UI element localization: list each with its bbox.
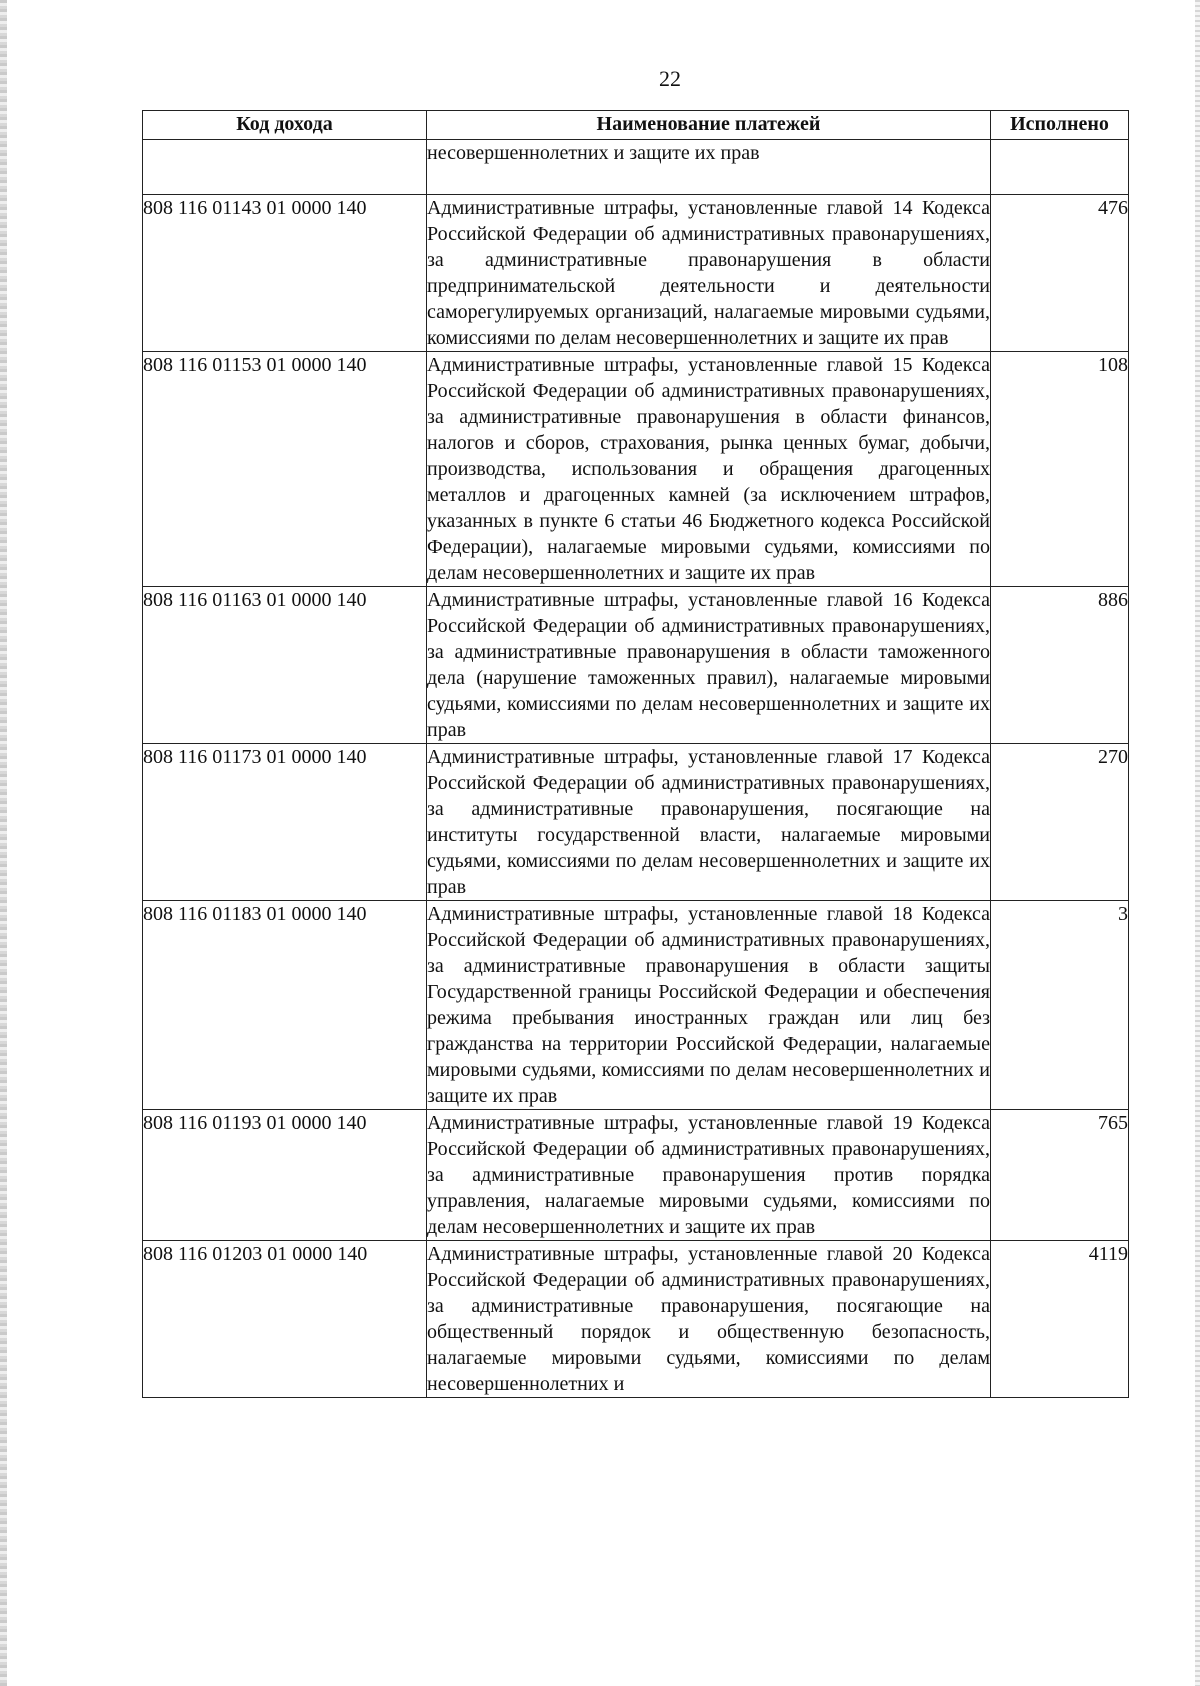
header-code: Код дохода [143, 111, 427, 140]
table-row [143, 1110, 1129, 1241]
cell-executed: 4119 [991, 1241, 1129, 1398]
table-row [143, 1241, 1129, 1398]
cell-code: 808 116 01143 01 0000 140 [143, 195, 427, 352]
cell-name: Административные штрафы, установленные главой 19 Кодекса Российской Федерации об административных правонарушениях, за административные правонарушения против порядка управления, налагаемые мировыми судьями, комиссиями по делам несовершеннолетних и защите их прав [427, 1110, 991, 1241]
table-row [143, 352, 1129, 587]
cell-executed: 476 [991, 195, 1129, 352]
scan-edge-right [1195, 0, 1200, 1686]
scan-edge-left [0, 0, 7, 1686]
cell-name: Административные штрафы, установленные главой 18 Кодекса Российской Федерации об административных правонарушениях, за административные правонарушения в области защиты Государственной границы Российской Федерации и обеспечения режима пребывания иностранных граждан или лиц без гражданства на территории Российской Федерации, налагаемые мировыми судьями, комиссиями по делам несовершеннолетних и защите их прав [427, 901, 991, 1110]
cell-executed [991, 140, 1129, 195]
header-executed: Исполнено [991, 111, 1129, 140]
cell-name: Административные штрафы, установленные главой 16 Кодекса Российской Федерации об административных правонарушениях, за административные правонарушения в области таможенного дела (нарушение таможенных правил), налагаемые мировыми судьями, комиссиями по делам несовершеннолетних и защите их прав [427, 587, 991, 744]
cell-name: Административные штрафы, установленные главой 14 Кодекса Российской Федерации об административных правонарушениях, за административные правонарушения в области предпринимательской деятельности и деятельности саморегулируемых организаций, налагаемые мировыми судьями, комиссиями по делам несовершеннолетних и защите их прав [427, 195, 991, 352]
header-name: Наименование платежей [427, 111, 991, 140]
cell-code [143, 140, 427, 195]
table-row [143, 744, 1129, 901]
cell-code: 808 116 01163 01 0000 140 [143, 587, 427, 744]
cell-code: 808 116 01153 01 0000 140 [143, 352, 427, 587]
cell-name: несовершеннолетних и защите их прав [427, 140, 991, 195]
cell-executed: 886 [991, 587, 1129, 744]
cell-executed: 108 [991, 352, 1129, 587]
table-row [143, 195, 1129, 352]
table-row-continuation [143, 140, 1129, 195]
cell-executed: 270 [991, 744, 1129, 901]
cell-name: Административные штрафы, установленные главой 20 Кодекса Российской Федерации об административных правонарушениях, за административные правонарушения, посягающие на общественный порядок и общественную безопасность, налагаемые мировыми судьями, комиссиями по делам несовершеннолетних и [427, 1241, 991, 1398]
cell-name: Административные штрафы, установленные главой 15 Кодекса Российской Федерации об административных правонарушениях, за административные правонарушения в области финансов, налогов и сборов, страхования, рынка ценных бумаг, добычи, производства, использования и обращения драгоценных металлов и драгоценных камней (за исключением штрафов, указанных в пункте 6 статьи 46 Бюджетного кодекса Российской Федерации), налагаемые мировыми судьями, комиссиями по делам несовершеннолетних и защите их прав [427, 352, 991, 587]
cell-code: 808 116 01173 01 0000 140 [143, 744, 427, 901]
table-row [143, 587, 1129, 744]
cell-executed: 3 [991, 901, 1129, 1110]
cell-executed: 765 [991, 1110, 1129, 1241]
table-row [143, 901, 1129, 1110]
table-header-row [143, 111, 1129, 140]
payments-table [142, 110, 1129, 1398]
cell-name: Административные штрафы, установленные главой 17 Кодекса Российской Федерации об административных правонарушениях, за административные правонарушения, посягающие на институты государственной власти, налагаемые мировыми судьями, комиссиями по делам несовершеннолетних и защите их прав [427, 744, 991, 901]
cell-code: 808 116 01203 01 0000 140 [143, 1241, 427, 1398]
cell-code: 808 116 01193 01 0000 140 [143, 1110, 427, 1241]
cell-code: 808 116 01183 01 0000 140 [143, 901, 427, 1110]
page-number: 22 [659, 66, 681, 91]
